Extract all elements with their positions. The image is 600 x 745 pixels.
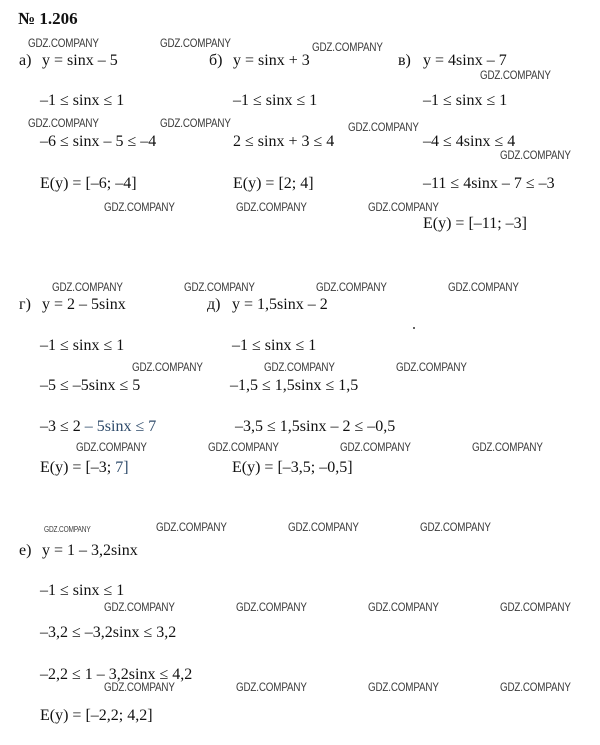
watermark: GDZ.COMPANY (28, 116, 99, 130)
watermark: GDZ.COMPANY (368, 600, 439, 614)
part-v-function: y = 4sinx – 7 (423, 52, 507, 69)
part-v-line1: –1 ≤ sinx ≤ 1 (423, 92, 508, 109)
watermark: GDZ.COMPANY (236, 600, 307, 614)
part-e-label: е) (19, 542, 32, 559)
part-d-line1: –1 ≤ sinx ≤ 1 (232, 337, 317, 354)
watermark: GDZ.COMPANY (104, 200, 175, 214)
part-e-range: E(y) = [–2,2; 4,2] (40, 707, 153, 724)
watermark: GDZ.COMPANY (208, 440, 279, 454)
part-b-line1: –1 ≤ sinx ≤ 1 (233, 92, 318, 109)
watermark: GDZ.COMPANY (368, 200, 439, 214)
watermark: GDZ.COMPANY (396, 360, 467, 374)
speck-mark (413, 327, 415, 329)
part-g-range-start: E(y) = [–3; (40, 459, 116, 476)
watermark: GDZ.COMPANY (500, 680, 571, 694)
part-v-range: E(y) = [–11; –3] (423, 215, 527, 232)
part-d-function: y = 1,5sinx – 2 (232, 296, 328, 313)
watermark: GDZ.COMPANY (52, 280, 123, 294)
part-a-function: y = sinx – 5 (42, 52, 118, 69)
part-v-line2: –4 ≤ 4sinx ≤ 4 (423, 133, 516, 150)
watermark: GDZ.COMPANY (420, 520, 491, 534)
watermark: GDZ.COMPANY (184, 280, 255, 294)
watermark: GDZ.COMPANY (288, 520, 359, 534)
watermark: GDZ.COMPANY (28, 36, 99, 50)
part-a-line1: –1 ≤ sinx ≤ 1 (40, 92, 125, 109)
watermark: GDZ.COMPANY (448, 280, 519, 294)
part-g-line3-start: –3 ≤ 2 (40, 418, 85, 435)
part-e-line3: –2,2 ≤ 1 – 3,2sinx ≤ 4,2 (40, 666, 193, 683)
part-g-range-end: 7] (115, 459, 129, 476)
part-b-range: E(y) = [2; 4] (233, 175, 314, 192)
watermark: GDZ.COMPANY (480, 68, 551, 82)
part-a-line2: –6 ≤ sinx – 5 ≤ –4 (40, 133, 157, 150)
part-d-range: E(y) = [–3,5; –0,5] (232, 459, 353, 476)
part-g-line3-end: – 5sinx ≤ 7 (84, 418, 157, 435)
watermark: GDZ.COMPANY (76, 440, 147, 454)
watermark: GDZ.COMPANY (368, 680, 439, 694)
watermark: GDZ.COMPANY (160, 36, 231, 50)
part-b-line2: 2 ≤ sinx + 3 ≤ 4 (233, 133, 335, 150)
part-g-line2: –5 ≤ –5sinx ≤ 5 (40, 377, 141, 394)
part-a-range: E(y) = [–6; –4] (40, 175, 137, 192)
watermark: GDZ.COMPANY (500, 600, 571, 614)
part-g-line1: –1 ≤ sinx ≤ 1 (40, 337, 125, 354)
watermark: GDZ.COMPANY (160, 116, 231, 130)
part-b-label: б) (209, 52, 223, 69)
part-g-line3 (40, 418, 156, 436)
watermark: GDZ.COMPANY (132, 360, 203, 374)
watermark: GDZ.COMPANY (348, 120, 419, 134)
watermark: GDZ.COMPANY (236, 200, 307, 214)
watermark: GDZ.COMPANY (316, 280, 387, 294)
part-b-function: y = sinx + 3 (233, 52, 310, 69)
part-d-line2: –1,5 ≤ 1,5sinx ≤ 1,5 (230, 377, 359, 394)
watermark: GDZ.COMPANY (104, 600, 175, 614)
part-a-label: а) (19, 52, 32, 69)
watermark: GDZ.COMPANY (472, 440, 543, 454)
part-v-line3: –11 ≤ 4sinx – 7 ≤ –3 (423, 175, 555, 192)
part-d-label: д) (207, 296, 221, 313)
watermark: GDZ.COMPANY (236, 680, 307, 694)
part-e-function: y = 1 – 3,2sinx (42, 542, 138, 559)
problem-number: № 1.206 (18, 9, 78, 28)
part-e-line2: –3,2 ≤ –3,2sinx ≤ 3,2 (40, 624, 177, 641)
part-v-label: в) (398, 52, 411, 69)
watermark: GDZ.COMPANY (500, 148, 571, 162)
watermark: GDZ.COMPANY (264, 360, 335, 374)
watermark: GDZ.COMPANY (340, 440, 411, 454)
watermark: GDZ.COMPANY (104, 680, 175, 694)
watermark: GDZ.COMPANY (44, 525, 91, 534)
watermark: GDZ.COMPANY (156, 520, 227, 534)
part-g-function: y = 2 – 5sinx (42, 296, 126, 313)
part-g-label: г) (19, 296, 31, 313)
watermark: GDZ.COMPANY (312, 40, 383, 54)
part-e-line1: –1 ≤ sinx ≤ 1 (40, 582, 125, 599)
part-d-line3: –3,5 ≤ 1,5sinx – 2 ≤ –0,5 (235, 418, 396, 435)
part-g-range (40, 459, 129, 477)
